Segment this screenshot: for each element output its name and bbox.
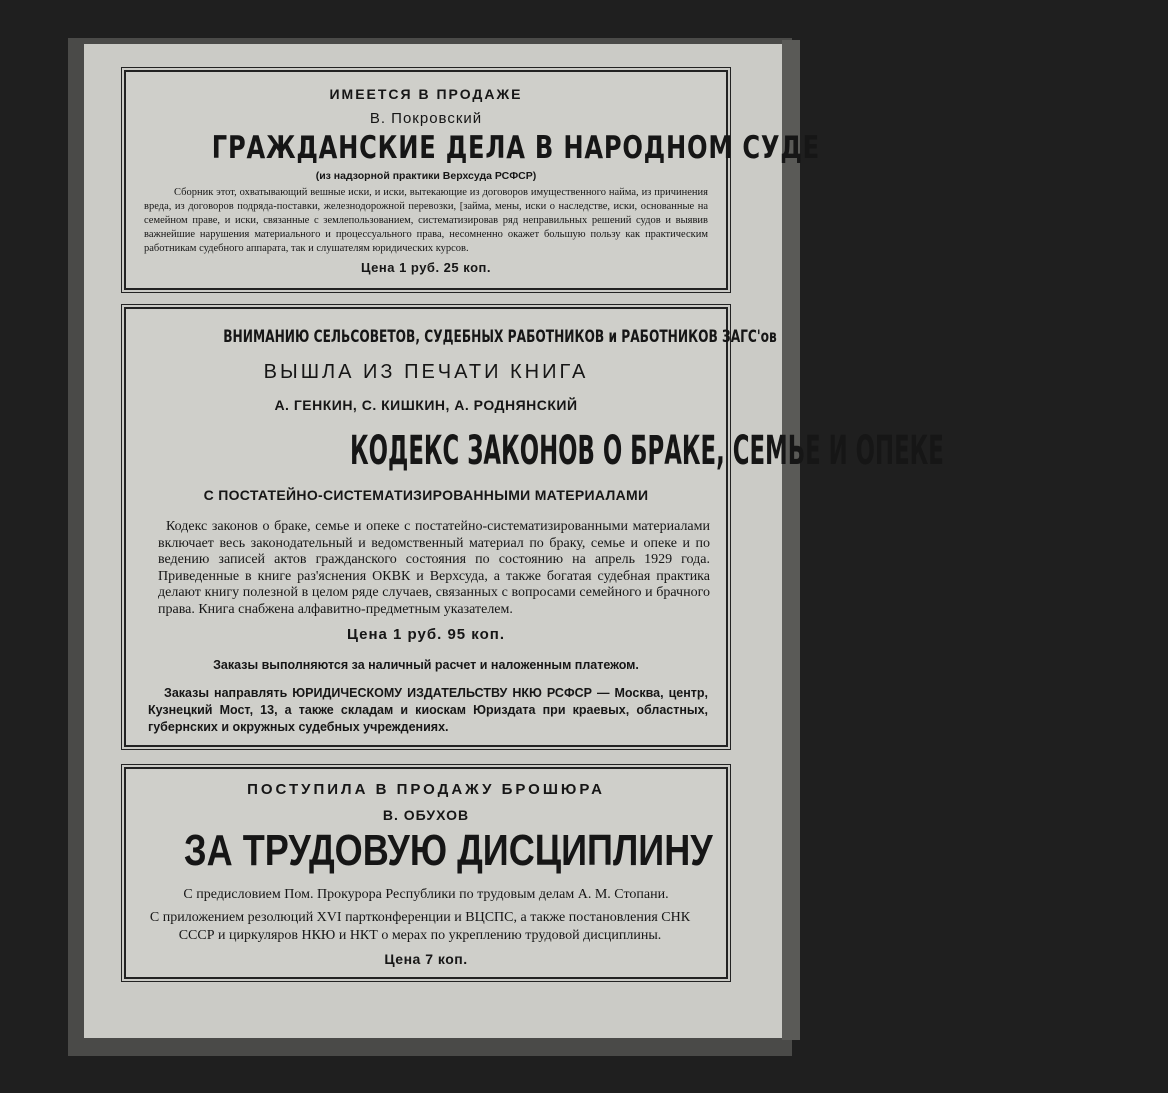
address: Заказы направлять ЮРИДИЧЕСКОМУ ИЗДАТЕЛЬСТВУ НКЮ РСФСР — Москва, центр, Кузнецкий Мост, 13, а также складам и киоскам Юриздата при краевых, областных, губернских и окружных судебных учреждениях. — [148, 686, 708, 734]
book-subtitle: (из надзорной практики Верхсуда РСФСР) — [315, 170, 537, 182]
ad-civil-cases — [124, 70, 820, 290]
author: В. ОБУХОВ — [382, 807, 470, 823]
book-title: ЗА ТРУДОВУЮ ДИСЦИПЛИНУ — [184, 826, 713, 875]
ad-header: ВНИМАНИЮ СЕЛЬСОВЕТОВ, СУДЕБНЫХ РАБОТНИКОВ и РАБОТНИКОВ ЗАГС'ов — [223, 327, 777, 346]
ad-header: ИМЕЕТСЯ В ПРОДАЖЕ — [329, 86, 523, 102]
book-subtitle: С ПОСТАТЕЙНО-СИСТЕМАТИЗИРОВАННЫМИ МАТЕРИАЛАМИ — [203, 487, 649, 503]
appendix: С приложением резолюций XVI партконференции и ВЦСПС, а также постановления СНК СССР и циркуляров НКЮ и НКТ о мерах по укреплению трудовой дисциплины. — [149, 910, 691, 943]
book-description: Сборник этот, охватывающий вешные иски, и иски, вытекающие из договоров имущественного найма, из причинения вреда, из договоров подряда-поставки, железнодорожной перевозки, [займа, мены, иски о наследстве, иски, основанные на семейном праве, и иски, связанные с землепользованием, систематизировав ряд неправильных решений судов и выявив важнейшие нарушения материального и процессуального права, несомненно окажет большую пользу как практическим работникам судебного аппарата, так и слушателям юридических курсов. — [144, 187, 708, 254]
price: Цена 1 руб. 95 коп. — [346, 626, 506, 643]
ad-header: ПОСТУПИЛА В ПРОДАЖУ БРОШЮРА — [247, 781, 605, 798]
announce: ВЫШЛА ИЗ ПЕЧАТИ КНИГА — [263, 361, 589, 383]
ad-family-code — [124, 307, 944, 747]
price: Цена 1 руб. 25 коп. — [361, 260, 491, 275]
foreword: С предисловием Пом. Прокурора Республики по трудовым делам А. М. Стопани. — [183, 887, 669, 902]
orders-note: Заказы выполняются за наличный расчет и наложенным платежом. — [213, 658, 639, 672]
author: В. Покровский — [369, 110, 483, 127]
book-title: КОДЕКС ЗАКОНОВ О БРАКЕ, СЕМЬЕ И ОПЕКЕ — [350, 428, 944, 474]
ad-labor-discipline — [124, 767, 728, 979]
book-description: Кодекс законов о браке, семье и опеке с постатейно-систематизированными материалами включает весь законодательный и ведомственный материал по браку, семье и опеке и по ведению записей актов гражданского состояния по состоянию на апрель 1929 года. Приведенные в книге раз'яснения ОКВК и Верхсуда, а также богатая судебная практика делают книгу полезной в целом ряде случаев, связанных с вопросами семейного и брачного права. Книга снабжена алфавитно-предметным указателем. — [158, 519, 710, 617]
price: Цена 7 коп. — [384, 951, 468, 967]
book-title: ГРАЖДАНСКИЕ ДЕЛА В НАРОДНОМ СУДЕ — [211, 130, 820, 166]
page-edge — [782, 40, 800, 1040]
authors: А. ГЕНКИН, С. КИШКИН, А. РОДНЯНСКИЙ — [274, 397, 578, 413]
